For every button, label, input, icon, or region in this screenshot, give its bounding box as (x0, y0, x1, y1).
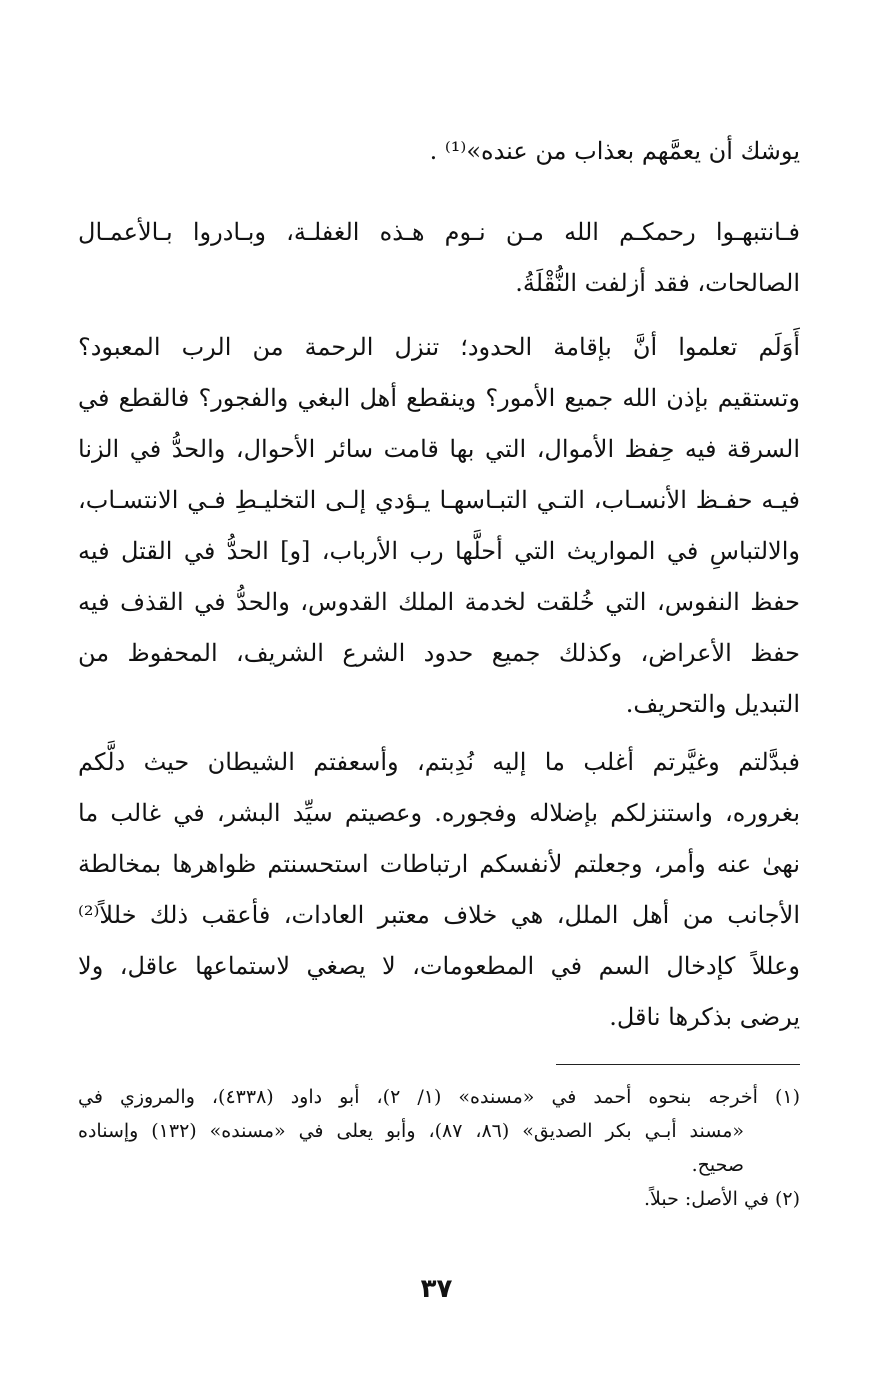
text-line: يوشك أن يعمَّهم بعذاب من عنده»⁽¹⁾ . (429, 137, 800, 165)
footnote-2-line: (٢) في الأصل: حبلاً. (644, 1188, 800, 1210)
text-line: والالتباسِ في المواريث التي أحلَّها رب الأرباب، [و] الحدُّ في القتل فيه (78, 537, 800, 565)
paragraph-4 (78, 737, 800, 1043)
text-line: فـانتبهـوا رحمكـم الله مـن نـوم هـذه الغفلـة، وبـادروا بـالأعمـال (78, 218, 800, 246)
text-line: نهىٰ عنه وأمر، وجعلتم لأنفسكم ارتباطات استحسنتم ظواهرها بمخالطة (78, 850, 800, 878)
footnote-1-line: «مسند أبـي بكر الصديق» (٨٦، ٨٧)، وأبو يعلى في «مسنده» (١٣٢) وإسناده (78, 1120, 744, 1142)
text-line: الأجانب من أهل الملل، هي خلاف معتبر العادات، فأعقب ذلك خللاً⁽²⁾ (78, 901, 800, 929)
text-line: أَوَلَم تعلموا أنَّ بإقامة الحدود؛ تنزل الرحمة من الرب المعبود؟ (78, 333, 800, 361)
footnote-separator (556, 1064, 800, 1065)
text-line: فيـه حفـظ الأنسـاب، التـي التبـاسهـا يـؤدي إلـى التخليـطِ فـي الانتسـاب، (78, 486, 800, 514)
text-line: حفظ النفوس، التي خُلقت لخدمة الملك القدوس، والحدُّ في القذف فيه (78, 588, 800, 616)
text-line: بغروره، واستنزلكم بإضلاله وفجوره. وعصيتم سيِّد البشر، في غالب ما (78, 799, 800, 827)
text-line: وتستقيم بإذن الله جميع الأمور؟ وينقطع أهل البغي والفجور؟ فالقطع في (78, 384, 800, 412)
text-line: الصالحات، فقد أزلفت النُّقْلَةُ. (515, 269, 800, 297)
footnote-1-line: صحيح. (691, 1154, 744, 1176)
text-line: حفظ الأعراض، وكذلك جميع حدود الشرع الشريف، المحفوظ من (78, 639, 800, 667)
page-number: ٣٧ (420, 1274, 453, 1304)
paragraph-3 (78, 322, 800, 730)
text-line: يرضى بذكرها ناقل. (609, 1003, 800, 1031)
paragraph-1 (78, 126, 800, 177)
paragraph-2 (78, 207, 800, 309)
text-line: السرقة فيه حِفظ الأموال، التي بها قامت سائر الأحوال، والحدُّ في الزنا (78, 435, 800, 463)
text-line: فبدَّلتم وغيَّرتم أغلب ما إليه نُدِبتم، وأسعفتم الشيطان حيث دلَّكم (78, 748, 800, 776)
footnote-1-line: (١) أخرجه بنحوه أحمد في «مسنده» (١/ ٢)، أبو داود (٤٣٣٨)، والمروزي في (78, 1086, 800, 1108)
text-line: التبديل والتحريف. (625, 690, 800, 718)
footnotes (78, 1080, 800, 1216)
text-line: وعللاً كإدخال السم في المطعومات، لا يصغي لاستماعها عاقل، ولا (78, 952, 800, 980)
